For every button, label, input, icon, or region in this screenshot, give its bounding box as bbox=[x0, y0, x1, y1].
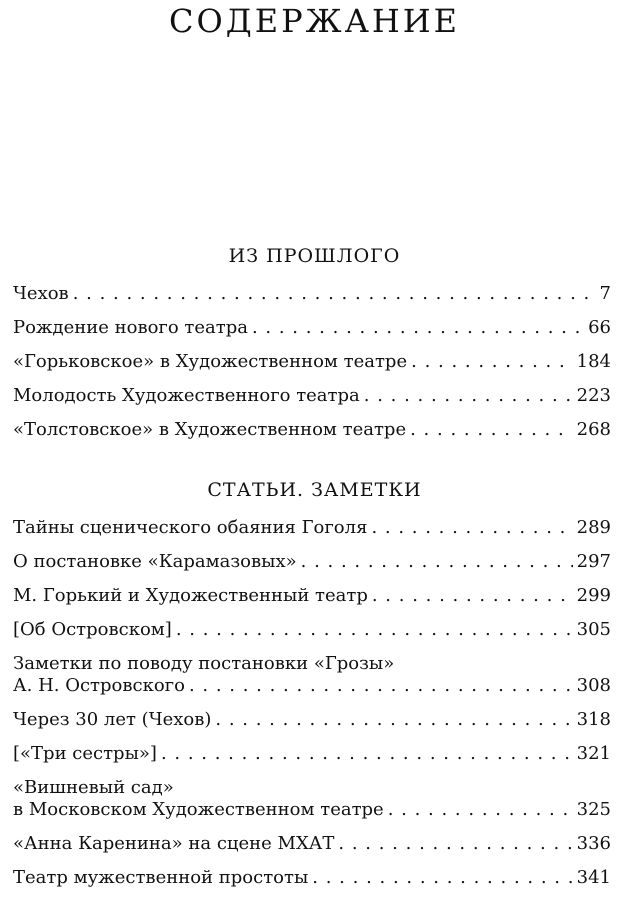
toc-entry-label: Театр мужественной простоты bbox=[13, 867, 309, 888]
dot-leader bbox=[176, 619, 573, 641]
toc-entry-label: Чехов bbox=[13, 283, 69, 304]
toc-entry-label: в Московском Художественном театре bbox=[13, 799, 384, 820]
toc-entry-label: «Анна Каренина» на сцене МХАТ bbox=[13, 833, 335, 854]
toc-list-section-2 bbox=[13, 517, 611, 901]
toc-entry[interactable] bbox=[13, 833, 611, 855]
toc-entry[interactable] bbox=[13, 419, 611, 441]
toc-entry-page: 305 bbox=[576, 619, 611, 640]
toc-entry[interactable] bbox=[13, 517, 611, 539]
toc-entry-page: 184 bbox=[576, 351, 611, 372]
toc-entry[interactable] bbox=[13, 283, 611, 305]
toc-entry-label: Через 30 лет (Чехов) bbox=[13, 709, 212, 730]
toc-entry-multiline[interactable] bbox=[13, 653, 611, 697]
section-title-2: СТАТЬИ. ЗАМЕТКИ bbox=[207, 479, 422, 501]
toc-entry-label: А. Н. Островского bbox=[13, 675, 185, 696]
toc-entry-label: О постановке «Карамазовых» bbox=[13, 551, 297, 572]
toc-entry-label-line-1: «Вишневый сад» bbox=[13, 777, 174, 798]
toc-entry[interactable] bbox=[13, 351, 611, 373]
toc-entry-page: 7 bbox=[599, 283, 611, 304]
dot-leader bbox=[338, 833, 572, 855]
toc-entry-page: 308 bbox=[576, 675, 611, 696]
toc-entry-page: 336 bbox=[576, 833, 611, 854]
dot-leader bbox=[301, 551, 573, 573]
toc-entry-label: «Толстовское» в Художественном театре bbox=[13, 419, 407, 440]
toc-entry[interactable] bbox=[13, 385, 611, 407]
toc-entry[interactable] bbox=[13, 709, 611, 731]
toc-entry[interactable] bbox=[13, 585, 611, 607]
page-title: СОДЕРЖАНИЕ bbox=[169, 2, 460, 40]
section-title-1: ИЗ ПРОШЛОГО bbox=[228, 245, 401, 267]
toc-entry-label: Рождение нового театра bbox=[13, 317, 248, 338]
toc-entry-page: 268 bbox=[576, 419, 611, 440]
toc-entry-label: Молодость Художественного театра bbox=[13, 385, 360, 406]
toc-entry-label: [«Три сестры»] bbox=[13, 743, 157, 764]
toc-entry-multiline[interactable] bbox=[13, 777, 611, 821]
toc-entry-label: «Горьковское» в Художественном театре bbox=[13, 351, 408, 372]
dot-leader bbox=[161, 743, 573, 765]
dot-leader bbox=[189, 675, 573, 697]
dot-leader bbox=[371, 517, 572, 539]
dot-leader bbox=[410, 419, 573, 441]
dot-leader bbox=[73, 283, 596, 305]
toc-entry-page: 341 bbox=[576, 867, 611, 888]
toc-entry[interactable] bbox=[13, 317, 611, 339]
dot-leader bbox=[388, 799, 573, 821]
toc-entry-page: 289 bbox=[576, 517, 611, 538]
dot-leader bbox=[364, 385, 573, 407]
toc-entry-page: 318 bbox=[576, 709, 611, 730]
toc-entry-label: [Об Островском] bbox=[13, 619, 172, 640]
toc-entry[interactable] bbox=[13, 619, 611, 641]
toc-entry-label-line-1: Заметки по поводу постановки «Грозы» bbox=[13, 653, 395, 674]
toc-entry[interactable] bbox=[13, 551, 611, 573]
dot-leader bbox=[372, 585, 573, 607]
toc-list-section-1 bbox=[13, 283, 611, 453]
toc-entry-page: 297 bbox=[576, 551, 611, 572]
toc-entry[interactable] bbox=[13, 867, 611, 889]
toc-entry-page: 299 bbox=[576, 585, 611, 606]
toc-entry-page: 325 bbox=[576, 799, 611, 820]
dot-leader bbox=[312, 867, 572, 889]
toc-entry[interactable] bbox=[13, 743, 611, 765]
dot-leader bbox=[252, 317, 584, 339]
toc-entry-label: М. Горький и Художественный театр bbox=[13, 585, 368, 606]
toc-entry-page: 66 bbox=[588, 317, 611, 338]
dot-leader bbox=[215, 709, 572, 731]
toc-entry-page: 321 bbox=[576, 743, 611, 764]
dot-leader bbox=[411, 351, 573, 373]
toc-entry-page: 223 bbox=[576, 385, 611, 406]
toc-entry-label: Тайны сценического обаяния Гоголя bbox=[13, 517, 368, 538]
